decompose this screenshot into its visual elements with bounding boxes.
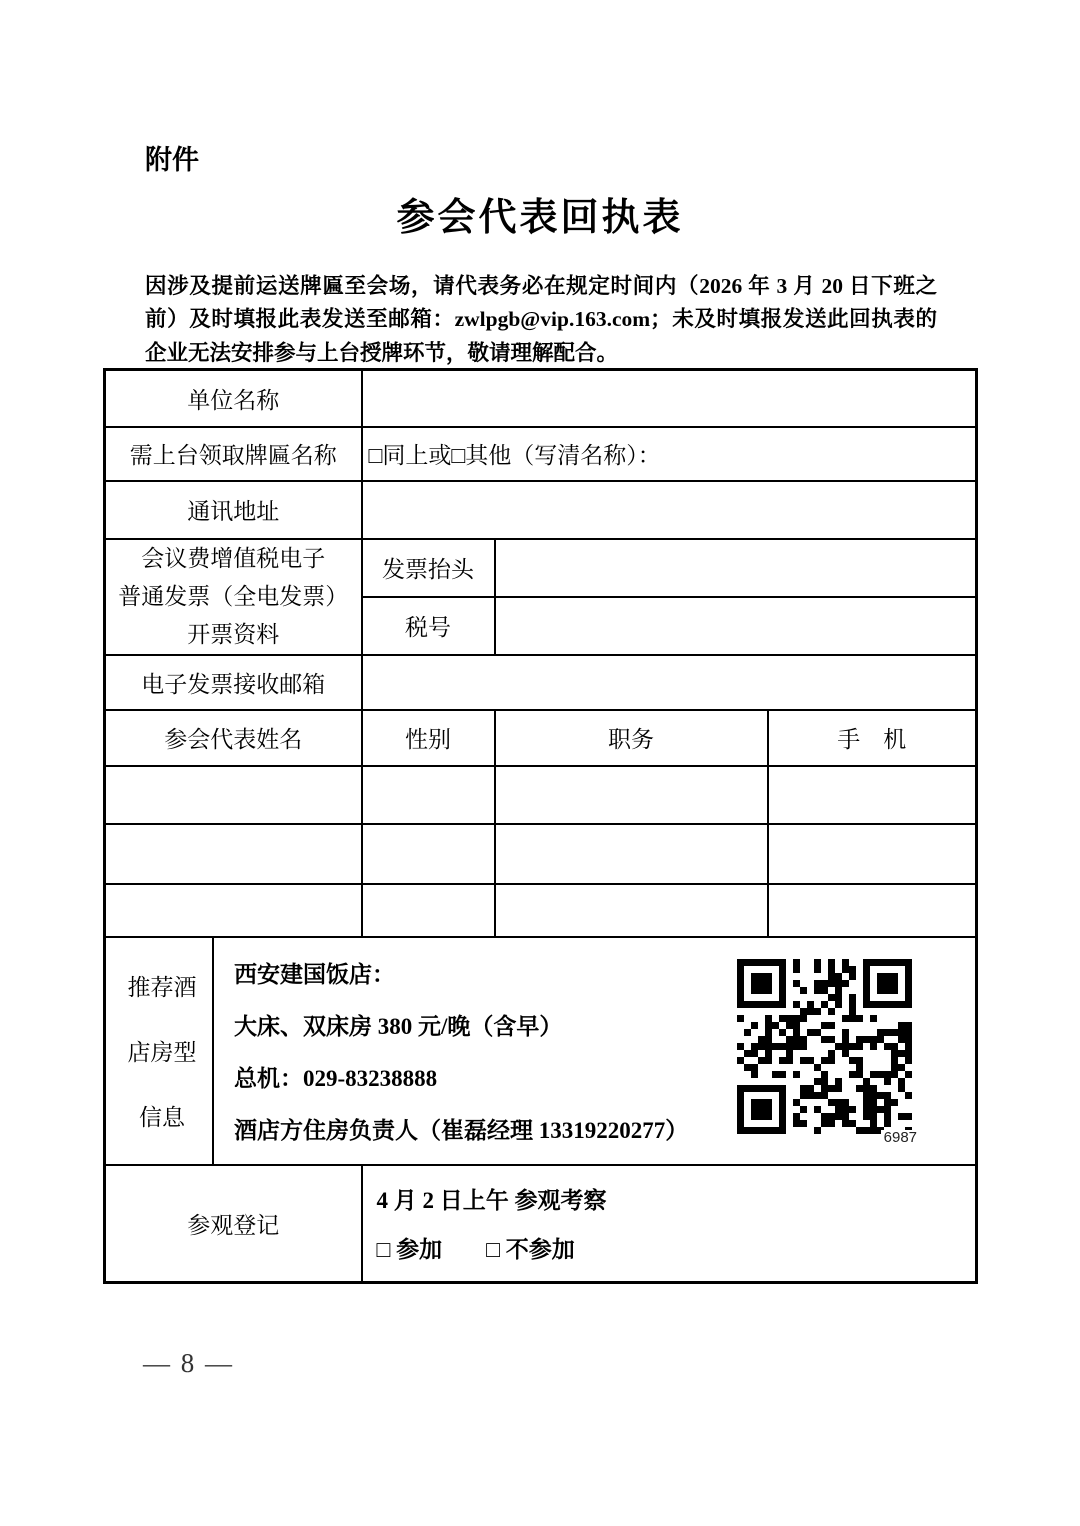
- hotel-label-line: 信息: [139, 1104, 185, 1130]
- plaque-name-value-cell: □同上或□其他（写清名称）：: [362, 427, 977, 481]
- invoice-info-label: [105, 539, 362, 655]
- visit-details: [369, 1166, 970, 1281]
- address-value-cell: [362, 481, 977, 539]
- invoice-email-value-cell: [362, 655, 977, 710]
- table-row: [105, 481, 977, 539]
- table-row: [105, 427, 977, 481]
- unit-name-value-cell: [362, 370, 977, 427]
- hotel-info-row: [105, 937, 977, 1165]
- visit-option-attend: □ 参加: [376, 1237, 443, 1263]
- rep-mobile-cell: [768, 824, 977, 884]
- representative-empty-row: [105, 884, 977, 937]
- hotel-phone: 总机：029-83238888: [234, 1065, 438, 1091]
- attachment-label: 附件: [145, 145, 199, 175]
- rep-position-cell: [495, 884, 768, 937]
- rep-position-cell: [495, 766, 768, 824]
- intro-paragraph: 因涉及提前运送牌匾至会场，请代表务必在规定时间内（2026 年 3 月 20 日下班之前）及时填报此表发送至邮箱：zwlpgb@vip.163.com；未及时填报发送此回执表的企业无法安排参与上台授牌环节，敬请理解配合。: [145, 273, 937, 365]
- visit-option-not-attend: □ 不参加: [486, 1237, 575, 1263]
- rep-name-header: 参会代表姓名: [105, 710, 362, 766]
- visit-registration-label: 参观登记: [105, 1165, 362, 1283]
- representative-empty-row: [105, 824, 977, 884]
- rep-gender-cell: [362, 824, 495, 884]
- table-row: [105, 370, 977, 427]
- qr-code-number: 6987: [881, 1130, 917, 1145]
- rep-name-cell: [105, 884, 362, 937]
- invoice-title-value-cell: [495, 539, 977, 598]
- rep-mobile-cell: [768, 884, 977, 937]
- table-row: [105, 655, 977, 710]
- tax-number-value-cell: [495, 597, 977, 655]
- hotel-section-label: [112, 938, 214, 1164]
- tax-number-label: 税号: [362, 597, 495, 655]
- reply-form-table: [103, 368, 978, 1284]
- rep-position-header: 职务: [495, 710, 768, 766]
- rep-name-cell: [105, 824, 362, 884]
- page-title: 参会代表回执表: [396, 197, 684, 239]
- rep-mobile-header: 手 机: [768, 710, 977, 766]
- rep-gender-cell: [362, 884, 495, 937]
- rep-mobile-cell: [768, 766, 977, 824]
- rep-gender-cell: [362, 766, 495, 824]
- representatives-header-row: [105, 710, 977, 766]
- visit-registration-row: [105, 1165, 977, 1283]
- hotel-label-line: 推荐酒: [127, 975, 197, 1001]
- hotel-room-price: 大床、双床房 380 元/晚（含早）: [234, 1014, 563, 1040]
- unit-name-label: 单位名称: [105, 370, 362, 427]
- hotel-name: 西安建国饭店：: [234, 962, 395, 988]
- hotel-label-line: 店房型: [127, 1040, 197, 1065]
- page-number: — 8 —: [143, 1348, 234, 1378]
- invoice-label-line: 会议费增值税电子: [141, 545, 326, 571]
- invoice-label-line: 普通发票（全电发票）: [118, 583, 349, 609]
- table-row: [105, 539, 977, 598]
- hotel-details: [214, 938, 969, 1164]
- address-label: 通讯地址: [105, 481, 362, 539]
- hotel-contact: 酒店方住房负责人（崔磊经理 13319220277）: [234, 1117, 689, 1143]
- rep-name-cell: [105, 766, 362, 824]
- invoice-title-label: 发票抬头: [362, 539, 495, 598]
- visit-event: 4 月 2 日上午 参观考察: [376, 1187, 607, 1213]
- plaque-name-label: 需上台领取牌匾名称: [105, 427, 362, 481]
- rep-position-cell: [495, 824, 768, 884]
- invoice-label-line: 开票资料: [187, 621, 280, 647]
- representative-empty-row: [105, 766, 977, 824]
- qr-code-icon: [737, 959, 917, 1145]
- rep-gender-header: 性别: [362, 710, 495, 766]
- invoice-email-label: 电子发票接收邮箱: [105, 655, 362, 710]
